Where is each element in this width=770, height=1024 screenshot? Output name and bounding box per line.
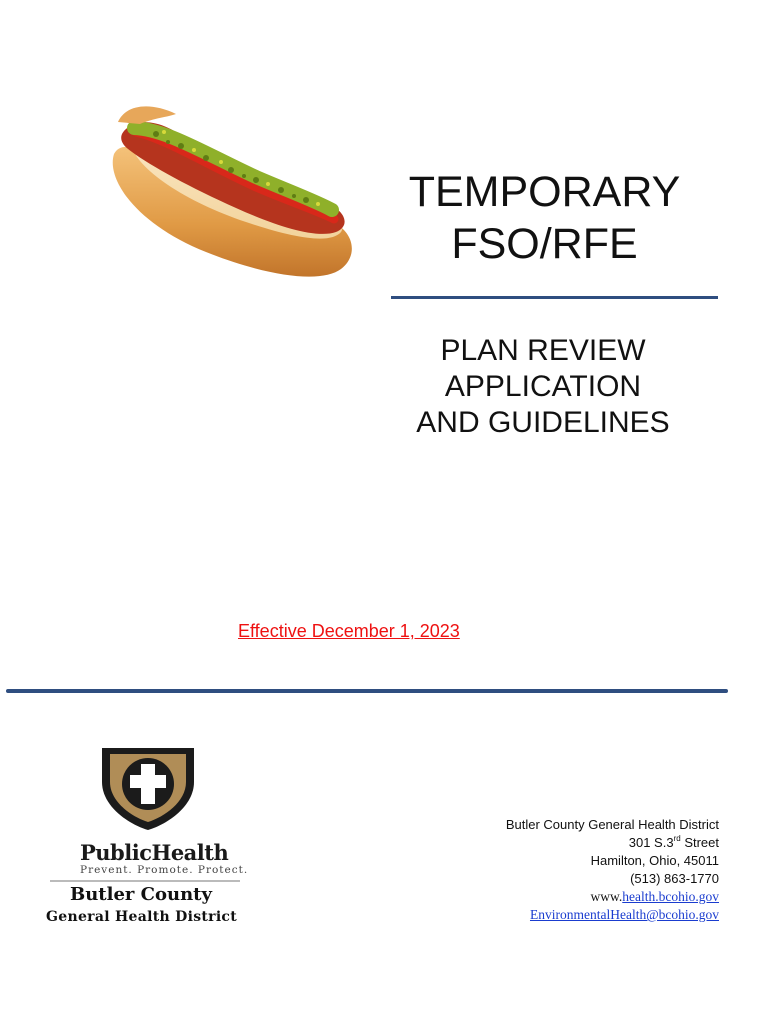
subtitle-line-1: PLAN REVIEW: [440, 334, 646, 367]
contact-phone: (513) 863-1770: [630, 871, 719, 886]
website-link[interactable]: health.bcohio.gov: [622, 889, 719, 904]
street-number: 301 S.3: [628, 835, 674, 850]
contact-website: [506, 888, 719, 906]
document-subtitle: [380, 333, 706, 441]
title-divider: [391, 296, 718, 299]
document-title: [392, 166, 697, 270]
logo-divider: [50, 880, 240, 882]
logo-general-health-district: General Health District: [46, 909, 238, 925]
title-line-1: TEMPORARY: [408, 168, 681, 216]
email-link[interactable]: EnvironmentalHealth@bcohio.gov: [529, 907, 719, 922]
shield-cross-icon: [96, 742, 200, 834]
street-name: Street: [680, 835, 719, 850]
website-prefix: www.: [590, 889, 623, 904]
title-line-2: FSO/RFE: [451, 220, 638, 268]
contact-street: [506, 834, 719, 852]
effective-date: Effective December 1, 2023: [238, 621, 460, 641]
contact-email: [506, 906, 719, 924]
logo-public-health: PublicHealth: [80, 840, 229, 865]
contact-org: Butler County General Health District: [505, 817, 719, 832]
street-suffix: rd: [673, 834, 681, 843]
subtitle-line-2: APPLICATION: [444, 370, 642, 403]
hotdog-image: [96, 84, 396, 294]
logo-butler-county: Butler County: [70, 884, 212, 905]
contact-info: [506, 816, 719, 924]
logo-tagline: Prevent. Promote. Protect.: [80, 864, 249, 876]
footer-divider: [6, 689, 728, 693]
contact-city: Hamilton, Ohio, 45011: [590, 853, 719, 868]
subtitle-line-3: AND GUIDELINES: [416, 406, 670, 439]
